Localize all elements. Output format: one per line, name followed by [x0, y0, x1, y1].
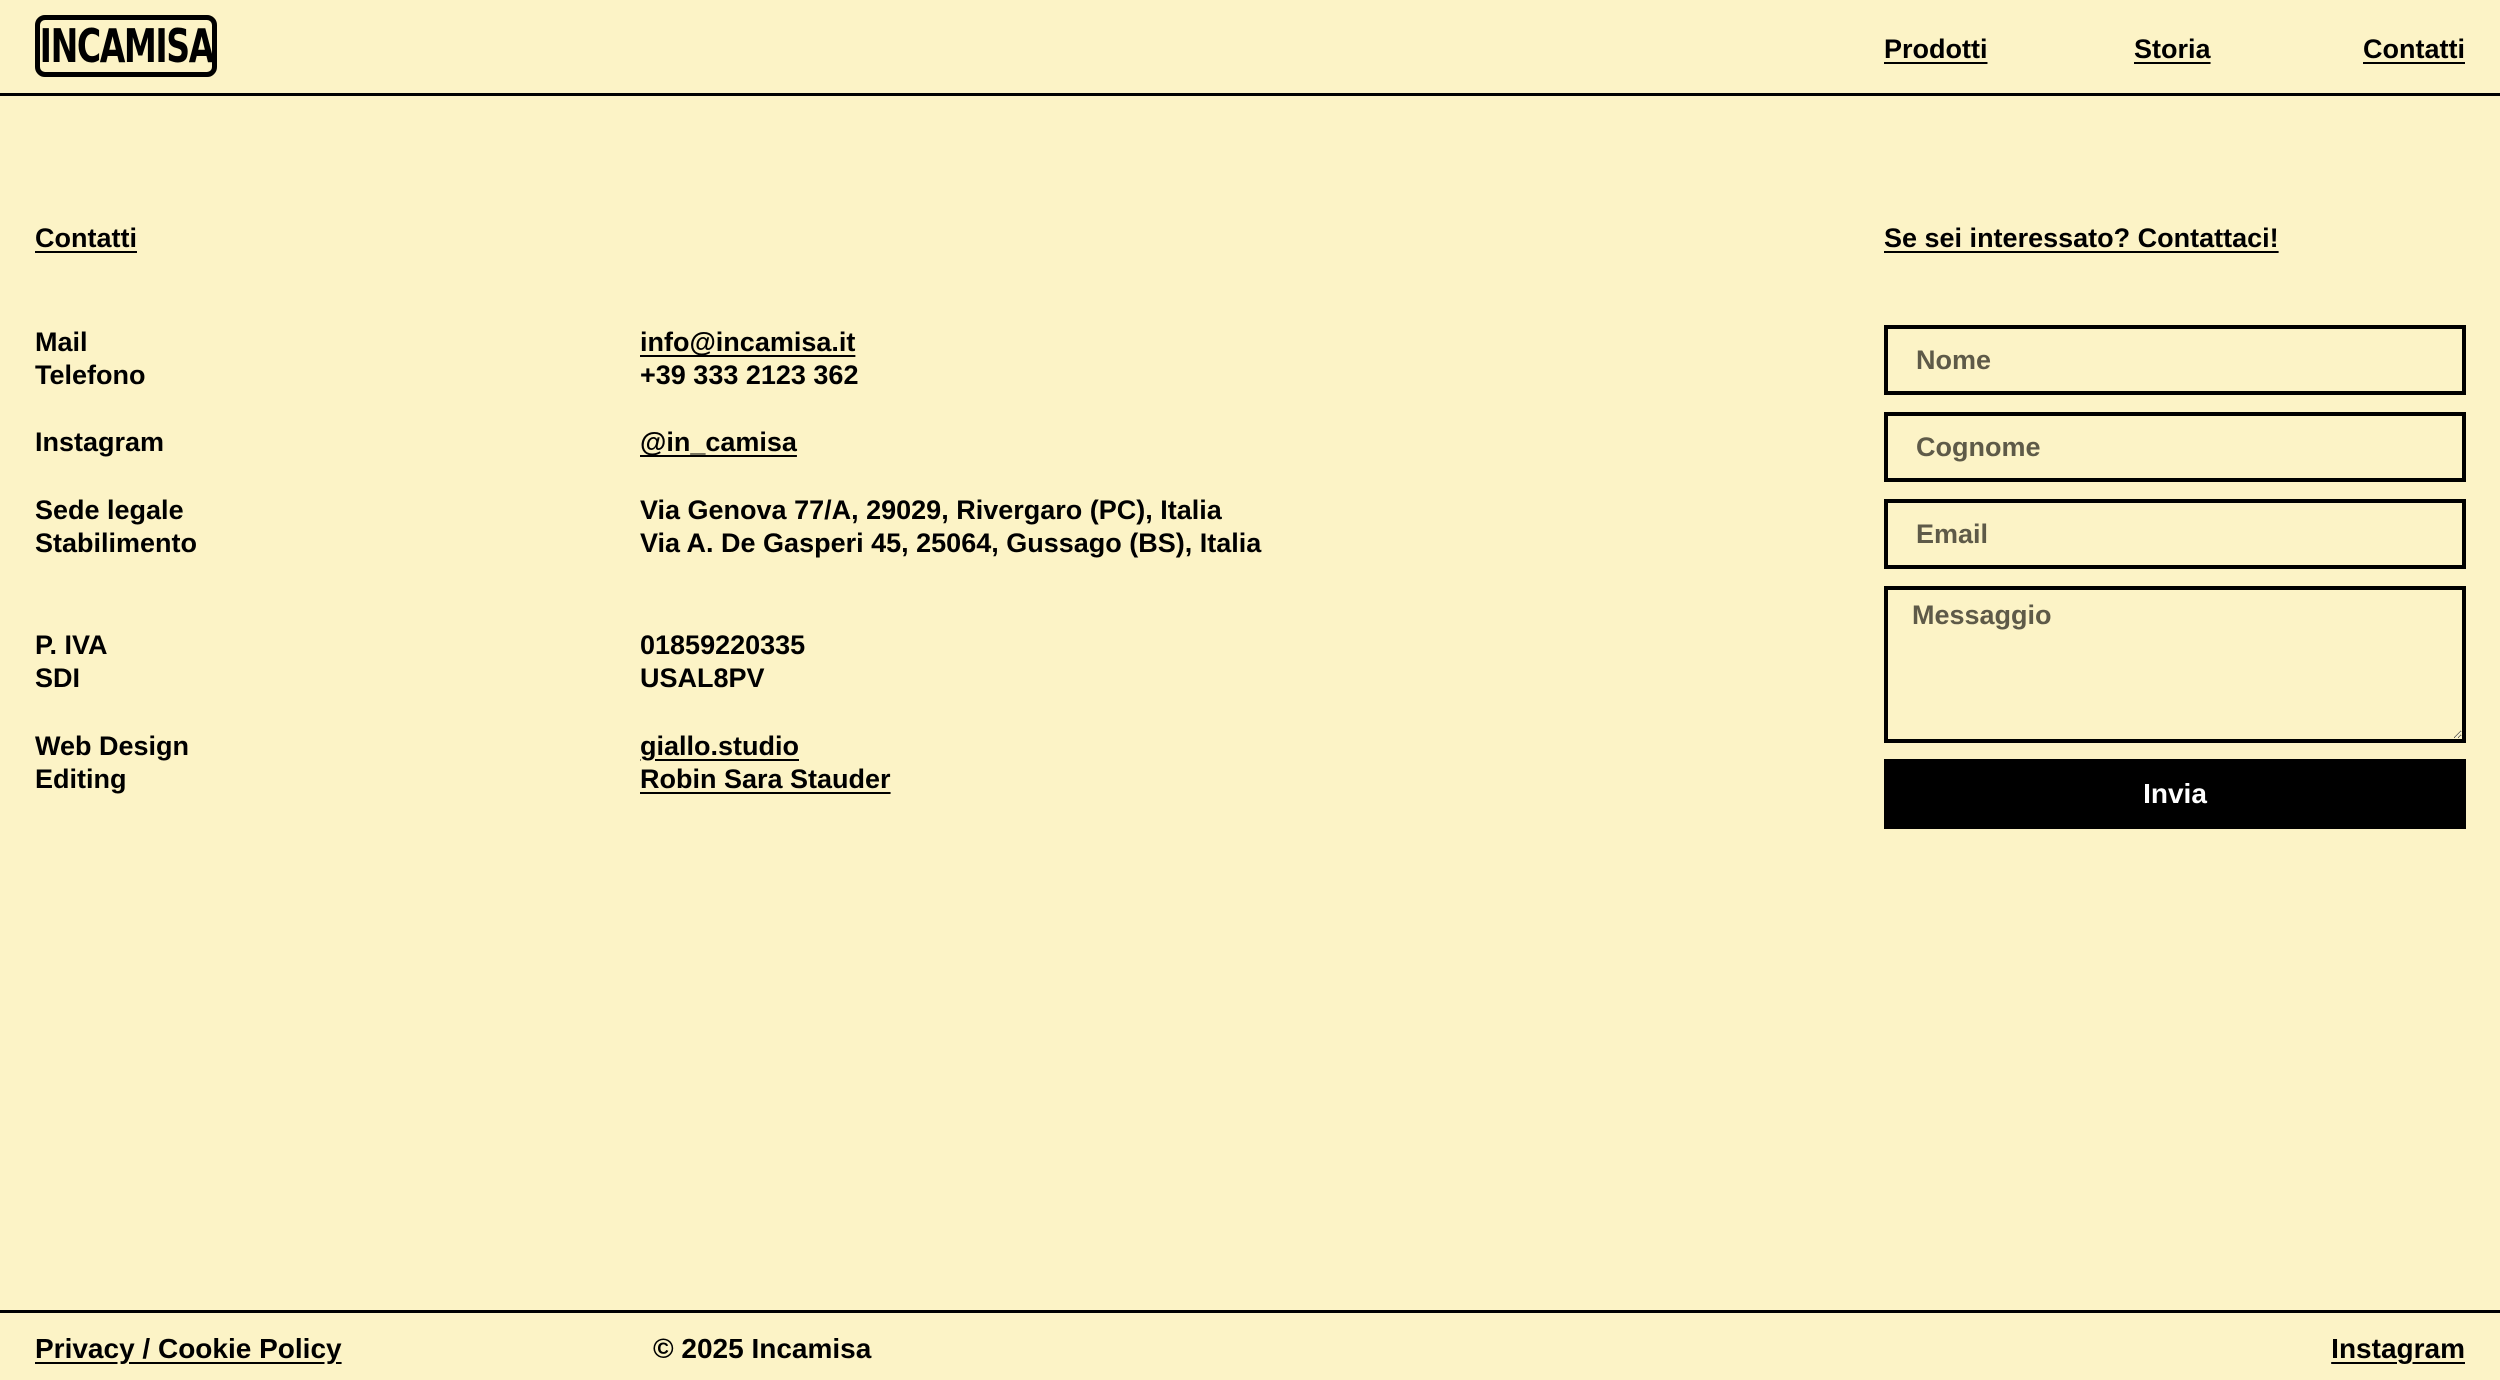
sdi-value: USAL8PV	[640, 663, 765, 693]
piva-value: 01859220335	[640, 630, 806, 660]
cognome-input[interactable]	[1884, 412, 2466, 482]
web-design-label: Web Design	[35, 731, 190, 761]
contacts-title: Contatti	[35, 223, 137, 253]
incamisa-logo[interactable]	[35, 15, 217, 77]
email-input[interactable]	[1884, 499, 2466, 569]
privacy-policy-link[interactable]: Privacy / Cookie Policy	[35, 1333, 342, 1364]
site-header	[0, 0, 2500, 96]
sede-legale-label: Sede legale	[35, 495, 184, 525]
instagram-label: Instagram	[35, 427, 165, 457]
invia-button[interactable]: Invia	[1884, 759, 2466, 829]
sdi-label: SDI	[35, 663, 81, 693]
telefono-label: Telefono	[35, 360, 146, 390]
mail-link[interactable]: info@incamisa.it	[640, 327, 856, 357]
piva-label: P. IVA	[35, 630, 108, 660]
stabilimento-value: Via A. De Gasperi 45, 25064, Gussago (BS), Italia	[640, 528, 1262, 558]
nav-link-contatti[interactable]: Contatti	[2363, 34, 2465, 64]
form-title: Se sei interessato? Contattaci!	[1884, 223, 2279, 253]
editing-label: Editing	[35, 764, 127, 794]
nav-link-prodotti[interactable]: Prodotti	[1884, 34, 1988, 64]
telefono-value: +39 333 2123 362	[640, 360, 859, 390]
site-footer	[0, 1310, 2500, 1380]
copyright-text: © 2025 Incamisa	[653, 1333, 872, 1364]
mail-label: Mail	[35, 327, 88, 357]
sede-legale-value: Via Genova 77/A, 29029, Rivergaro (PC), Italia	[640, 495, 1222, 525]
logo-text: INCAMISA	[39, 19, 213, 73]
footer-instagram-link[interactable]: Instagram	[2331, 1333, 2465, 1364]
messaggio-textarea[interactable]	[1884, 586, 2466, 743]
nome-input[interactable]	[1884, 325, 2466, 395]
nav-link-storia[interactable]: Storia	[2134, 34, 2211, 64]
instagram-handle-link[interactable]: @in_camisa	[640, 427, 797, 457]
stabilimento-label: Stabilimento	[35, 528, 198, 558]
editing-link[interactable]: Robin Sara Stauder	[640, 764, 891, 794]
web-design-link[interactable]: giallo.studio	[640, 731, 799, 761]
